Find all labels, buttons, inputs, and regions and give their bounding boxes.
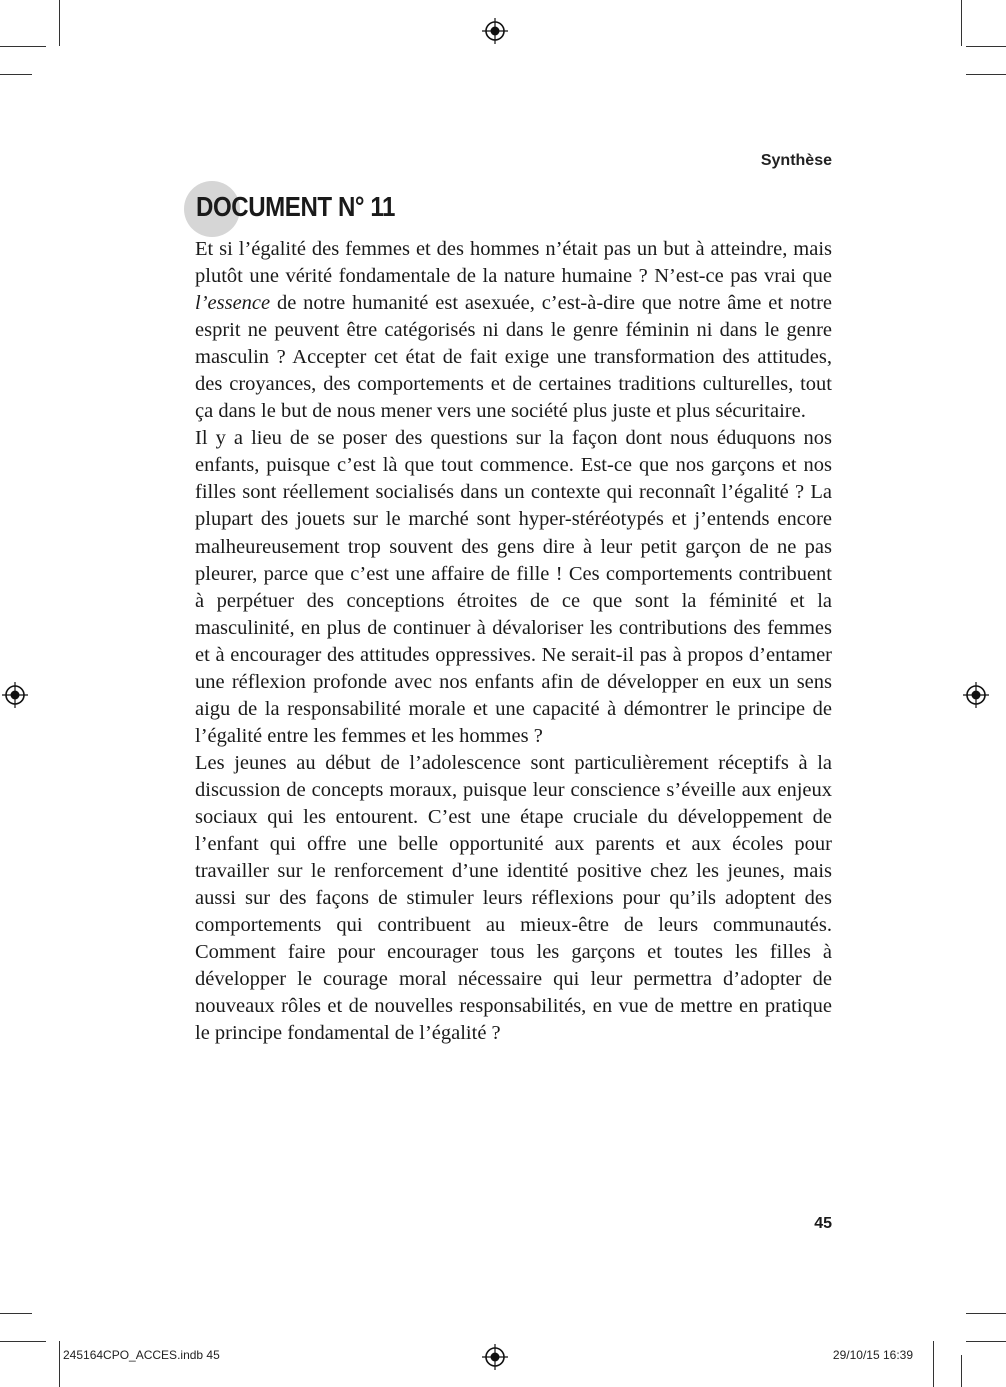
document-body bbox=[195, 236, 832, 1047]
crop-mark-bottom-right-v bbox=[933, 1341, 934, 1387]
paragraph-1-text-b: de notre humanité est asexuée, c’est-à-dire que notre âme et notre esprit ne peuvent être catégorisés ni dans le genre féminin ni dans le genre masculin ? Accepter cet état de fait exige une transformation des attitudes, des croyances, des comportements et de certaines traditions culturelles, tout ça dans le but de nous mener vers une société plus juste et plus sécuritaire. bbox=[195, 292, 832, 423]
section-label: Synthèse bbox=[760, 152, 832, 169]
page-number: 45 bbox=[814, 1215, 832, 1232]
crop-mark-top-left-v bbox=[59, 0, 60, 46]
crop-mark-top-left-h bbox=[0, 46, 46, 47]
crop-mark-bottom-right-h bbox=[966, 1313, 1006, 1314]
document-title: DOCUMENT N° 11 bbox=[196, 191, 395, 222]
paragraph-1 bbox=[195, 236, 832, 425]
crop-mark-top-right-h2 bbox=[966, 74, 1006, 75]
registration-mark-icon bbox=[480, 1342, 510, 1372]
crop-mark-bottom-left-h bbox=[0, 1313, 32, 1314]
print-slug-file: 245164CPO_ACCES.indb 45 bbox=[63, 1348, 220, 1362]
crop-mark-bottom-right-v2 bbox=[961, 1355, 962, 1387]
paragraph-1-text-a: Et si l’égalité des femmes et des hommes n’était pas un but à atteindre, mais plutôt une vérité fondamentale de la nature humaine ? N’est-ce pas vrai que bbox=[195, 238, 832, 288]
print-slug-datetime: 29/10/15 16:39 bbox=[832, 1348, 913, 1362]
paragraph-2: Il y a lieu de se poser des questions sur la façon dont nous éduquons nos enfants, puisque c’est là que tout commence. Est-ce que nos garçons et nos filles sont réellement socialisés dans un contexte qui reconnaît l’égalité ? La plupart des jouets sur le marché sont hyper-stéréotypés et j’entends encore malheureusement trop souvent des gens dire à leur petit garçon de ne pas pleurer, parce que c’est une affaire de fille ! Ces comportements contribuent à perpétuer des conceptions étroites de ce que sont la féminité et la masculinité, en plus de continuer à dévaloriser les contributions des femmes et à encourager des attitudes oppressives. Ne serait-il pas à propos d’entamer une réflexion profonde avec nos enfants afin de développer en eux un sens aigu de la responsabilité morale et une capacité à démontrer le principe de l’égalité entre les femmes et les hommes ? bbox=[195, 427, 832, 747]
crop-mark-top-right-v bbox=[961, 0, 962, 46]
paragraph-3: Les jeunes au début de l’adolescence sont particulièrement réceptifs à la discussion de concepts moraux, puisque leur conscience s’éveille aux enjeux sociaux qui les entourent. C’est une étape cruciale du développement de l’enfant qui offre une belle opportunité aux parents et aux écoles pour travailler sur le renforcement d’une identité positive chez les jeunes, mais aussi sur des façons de stimuler leurs réflexions pour qu’ils adoptent des comportements qui contribuent au mieux-être de leurs communautés. Comment faire pour encourager tous les garçons et toutes les filles à développer le courage moral nécessaire qui leur permettra d’adopter de nouveaux rôles et de nouvelles responsabilités, en vue de mettre en pratique le principe fondamental de l’égalité ? bbox=[195, 751, 832, 1045]
crop-mark-bottom-left-h2 bbox=[0, 1341, 46, 1342]
crop-mark-top-left-h2 bbox=[0, 74, 32, 75]
crop-mark-bottom-left-v bbox=[59, 1341, 60, 1387]
paragraph-1-emphasis: l’essence bbox=[195, 292, 271, 315]
registration-mark-icon bbox=[480, 16, 510, 46]
crop-mark-bottom-right-h2 bbox=[966, 1341, 1006, 1342]
registration-mark-icon bbox=[961, 680, 991, 710]
registration-mark-icon bbox=[0, 680, 30, 710]
crop-mark-top-right-h bbox=[966, 46, 1006, 47]
